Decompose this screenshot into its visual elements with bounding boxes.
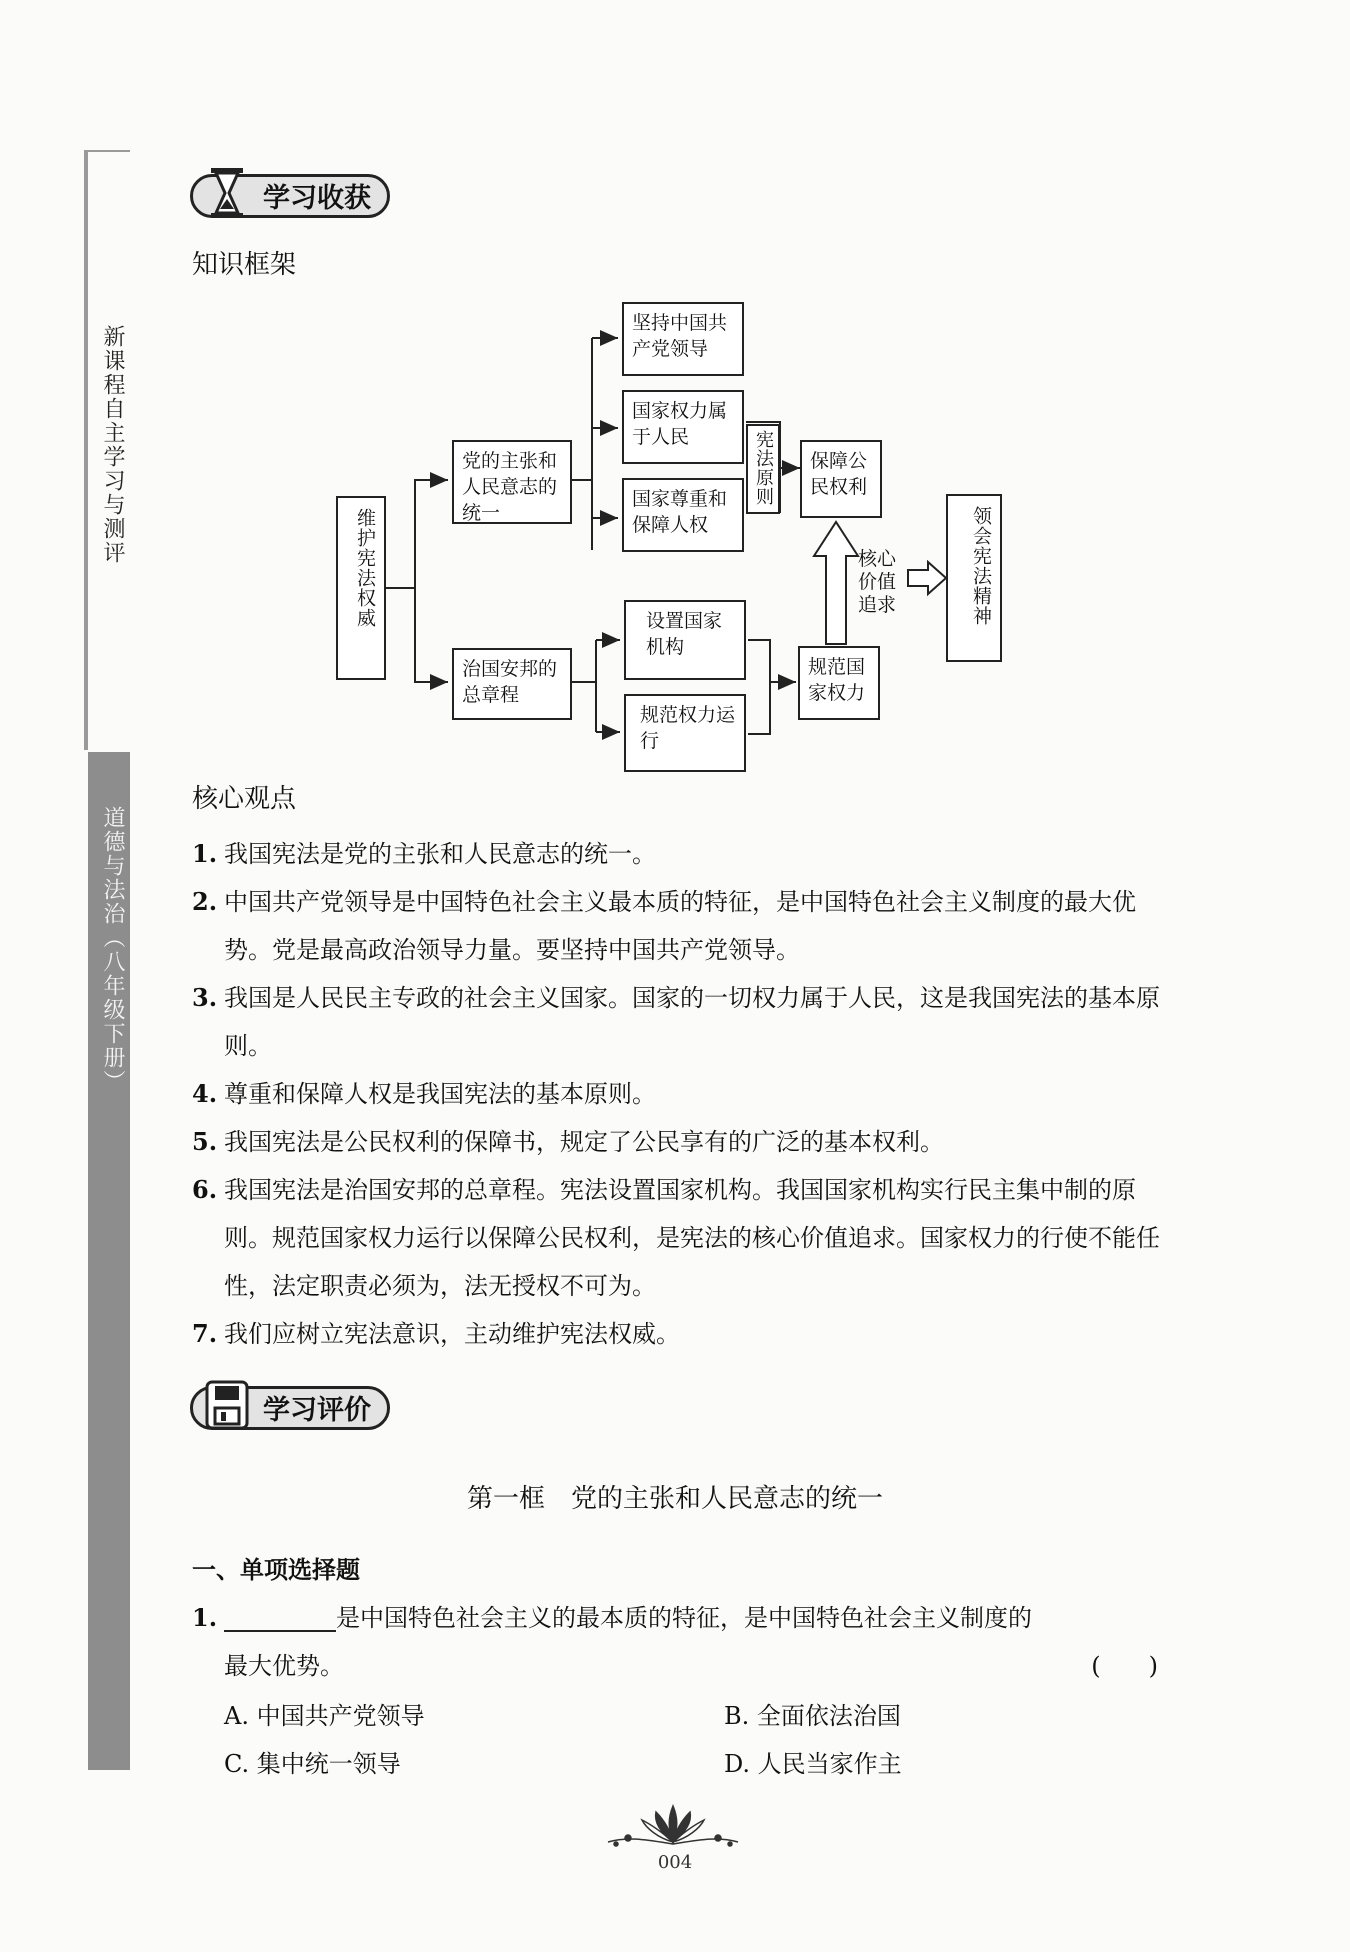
- core-points-list: [192, 830, 1162, 1358]
- box-branch-charter: 治国安邦的总章程: [452, 648, 572, 720]
- list-item: 2. 中国共产党领导是中国特色社会主义最本质的特征，是中国特色社会主义制度的最大优势。党是最高政治领导力量。要坚持中国共产党领导。: [192, 887, 1136, 964]
- list-item: 7. 我们应树立宪法意识，主动维护宪法权威。: [192, 1319, 680, 1348]
- option-d[interactable]: D. 人民当家作主: [724, 1750, 902, 1778]
- question-text-cont: 最大优势。: [224, 1652, 344, 1680]
- box-root: 维护宪法权威: [336, 496, 386, 680]
- section-badge-harvest: [190, 174, 390, 218]
- question-text: 是中国特色社会主义的最本质的特征，是中国特色社会主义制度的: [336, 1604, 1032, 1632]
- box-leaf-party-leadership: 坚持中国共产党领导: [622, 302, 744, 376]
- hourglass-icon: [205, 165, 249, 221]
- lesson-title: 第一框 党的主张和人民意志的统一: [466, 1484, 883, 1514]
- list-item: 5. 我国宪法是公民权利的保障书，规定了公民享有的广泛的基本权利。: [192, 1127, 944, 1156]
- floral-ornament-icon: [598, 1798, 748, 1858]
- answer-paren[interactable]: ( ): [1091, 1652, 1158, 1680]
- core-views-heading: 核心观点: [192, 784, 297, 814]
- list-item: 3. 我国是人民民主专政的社会主义国家。国家的一切权力属于人民，这是我国宪法的基本原则。: [192, 983, 1160, 1060]
- box-leaf-regulate-operation: 规范权力运行: [624, 694, 746, 772]
- box-regulate-state-power: 规范国家权力: [798, 646, 880, 720]
- box-leaf-human-rights: 国家尊重和保障人权: [622, 478, 744, 552]
- box-branch-unity: 党的主张和人民意志的统一: [452, 440, 572, 524]
- option-a[interactable]: A. 中国共产党领导: [224, 1702, 425, 1730]
- box-understand-spirit: 领会宪法精神: [946, 494, 1002, 662]
- option-c[interactable]: C. 集中统一领导: [224, 1750, 401, 1778]
- question-number: 1.: [192, 1603, 218, 1632]
- section-badge-evaluation: [190, 1386, 390, 1430]
- sidebar-rule: [84, 150, 88, 750]
- box-constitutional-principle: 宪法原则: [746, 424, 780, 514]
- sidebar-subject-title: 道德与法治（八年级下册）: [100, 806, 125, 1094]
- floppy-disk-icon: [205, 1377, 249, 1433]
- section-badge-label: 学习评价: [263, 1395, 371, 1426]
- section-badge-label: 学习收获: [263, 183, 371, 214]
- question-1: [192, 1594, 1162, 1690]
- box-leaf-state-organs: 设置国家机构: [624, 600, 746, 680]
- sidebar-series-title: 新课程自主学习与测评: [100, 325, 125, 565]
- box-leaf-power-people: 国家权力属于人民: [622, 390, 744, 464]
- part-title: 一、单项选择题: [192, 1556, 360, 1584]
- framework-heading: 知识框架: [192, 250, 297, 280]
- list-item: 4. 尊重和保障人权是我国宪法的基本原则。: [192, 1079, 656, 1108]
- page-number: 004: [657, 1852, 693, 1873]
- sidebar-top-rule: [84, 150, 130, 152]
- label-core-value: 核心价值追求: [858, 548, 897, 616]
- list-item: 1. 我国宪法是党的主张和人民意志的统一。: [192, 839, 656, 868]
- box-protect-rights: 保障公民权利: [800, 440, 882, 518]
- answer-blank[interactable]: [224, 1602, 336, 1632]
- option-b[interactable]: B. 全面依法治国: [724, 1702, 901, 1730]
- list-item: 6. 我国宪法是治国安邦的总章程。宪法设置国家机构。我国国家机构实行民主集中制的原则。规范国家权力运行以保障公民权利，是宪法的核心价值追求。国家权力的行使不能任性，法定职责必须为，法无授权不可为。: [192, 1175, 1160, 1300]
